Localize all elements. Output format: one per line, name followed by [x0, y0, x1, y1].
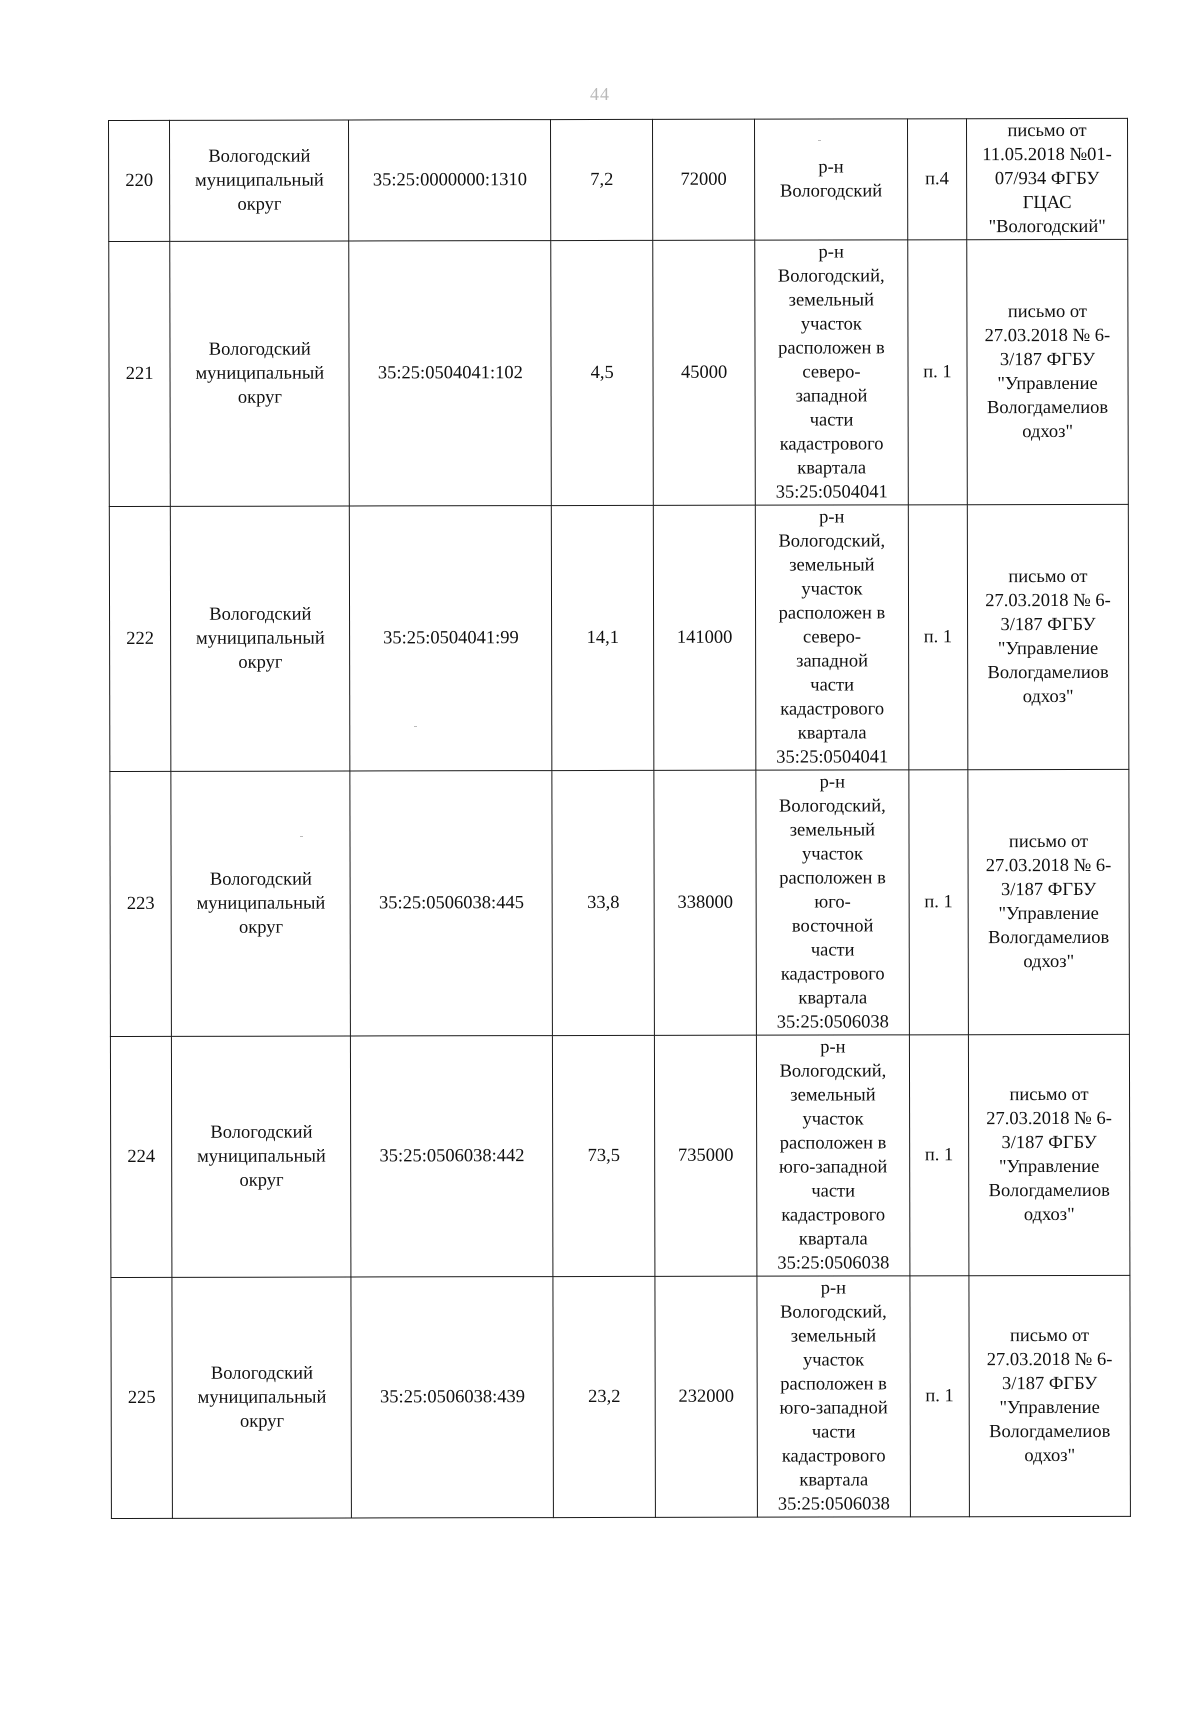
cadastral-number-cell: 35:25:0504041:99 — [350, 506, 552, 771]
location-cell: р-н Вологодский, земельный участок расположен в северо- западной части кадастрового квартала 35:25:0504041 — [755, 505, 908, 770]
area-sqm-cell: 735000 — [655, 1035, 757, 1276]
table-row — [111, 1275, 1131, 1518]
area-ha-cell: 73,5 — [553, 1035, 655, 1276]
document-cell: письмо от 27.03.2018 № 6- 3/187 ФГБУ "Управление Вологдамелиов одхоз" — [967, 504, 1129, 769]
row-number: 222 — [109, 506, 171, 771]
table-row — [109, 239, 1129, 506]
table-row — [109, 118, 1128, 241]
area-ha-cell: 23,2 — [553, 1276, 655, 1517]
document-cell: письмо от 27.03.2018 № 6- 3/187 ФГБУ "Управление Вологдамелиов одхоз" — [967, 239, 1129, 504]
area-sqm-cell: 45000 — [653, 240, 755, 505]
row-number: 220 — [109, 120, 170, 241]
table-row — [110, 769, 1130, 1036]
page-number: 44 — [590, 84, 610, 104]
point-cell: п. 1 — [908, 240, 968, 505]
point-cell: п. 1 — [909, 1035, 969, 1276]
table-row — [109, 504, 1129, 771]
row-number: 224 — [110, 1036, 172, 1277]
row-number: 225 — [111, 1277, 173, 1518]
area-sqm-cell: 72000 — [653, 119, 755, 240]
scan-speck — [818, 140, 821, 141]
location-cell: р-н Вологодский, земельный участок расположен в юго-западной части кадастрового квартала 35:25:0506038 — [757, 1276, 910, 1517]
municipality-cell: Вологодский муниципальный округ — [170, 241, 350, 506]
location-cell: р-н Вологодский, земельный участок расположен в северо- западной части кадастрового квартала 35:25:0504041 — [755, 240, 908, 505]
point-cell: п.4 — [907, 119, 966, 240]
document-cell: письмо от 27.03.2018 № 6- 3/187 ФГБУ "Управление Вологдамелиов одхоз" — [968, 769, 1130, 1034]
document-cell: письмо от 27.03.2018 № 6- 3/187 ФГБУ "Управление Вологдамелиов одхоз" — [969, 1275, 1131, 1516]
area-ha-cell: 7,2 — [551, 119, 653, 240]
location-cell: р-н Вологодский — [754, 119, 907, 240]
location-cell: р-н Вологодский, земельный участок расположен в юго-западной части кадастрового квартала 35:25:0506038 — [756, 1035, 909, 1276]
municipality-cell: Вологодский муниципальный округ — [170, 120, 350, 241]
cadastral-number-cell: 35:25:0506038:445 — [350, 771, 552, 1036]
document-cell: письмо от 11.05.2018 №01- 07/934 ФГБУ ГЦАС "Вологодский" — [966, 118, 1127, 239]
cadastral-number-cell: 35:25:0506038:439 — [351, 1277, 553, 1518]
row-number: 221 — [109, 241, 171, 506]
location-cell: р-н Вологодский, земельный участок расположен в юго- восточной части кадастрового квартала 35:25:0506038 — [756, 770, 909, 1035]
cadastral-number-cell: 35:25:0504041:102 — [349, 241, 551, 506]
municipality-cell: Вологодский муниципальный округ — [171, 771, 351, 1036]
point-cell: п. 1 — [910, 1276, 970, 1517]
land-plots-table — [108, 118, 1131, 1519]
area-sqm-cell: 232000 — [655, 1276, 757, 1517]
area-ha-cell: 14,1 — [552, 505, 654, 770]
municipality-cell: Вологодский муниципальный округ — [170, 506, 350, 771]
scan-speck — [300, 836, 303, 837]
area-ha-cell: 33,8 — [552, 770, 654, 1035]
area-sqm-cell: 141000 — [653, 505, 755, 770]
municipality-cell: Вологодский муниципальный округ — [172, 1277, 352, 1518]
municipality-cell: Вологодский муниципальный округ — [172, 1036, 352, 1277]
point-cell: п. 1 — [908, 505, 968, 770]
cadastral-number-cell: 35:25:0506038:442 — [351, 1036, 553, 1277]
cadastral-number-cell: 35:25:0000000:1310 — [349, 120, 551, 241]
area-sqm-cell: 338000 — [654, 770, 756, 1035]
scan-speck — [414, 726, 417, 727]
table-row — [110, 1034, 1130, 1277]
row-number: 223 — [110, 771, 172, 1036]
area-ha-cell: 4,5 — [551, 240, 653, 505]
point-cell: п. 1 — [909, 770, 969, 1035]
document-cell: письмо от 27.03.2018 № 6- 3/187 ФГБУ "Управление Вологдамелиов одхоз" — [968, 1034, 1130, 1275]
